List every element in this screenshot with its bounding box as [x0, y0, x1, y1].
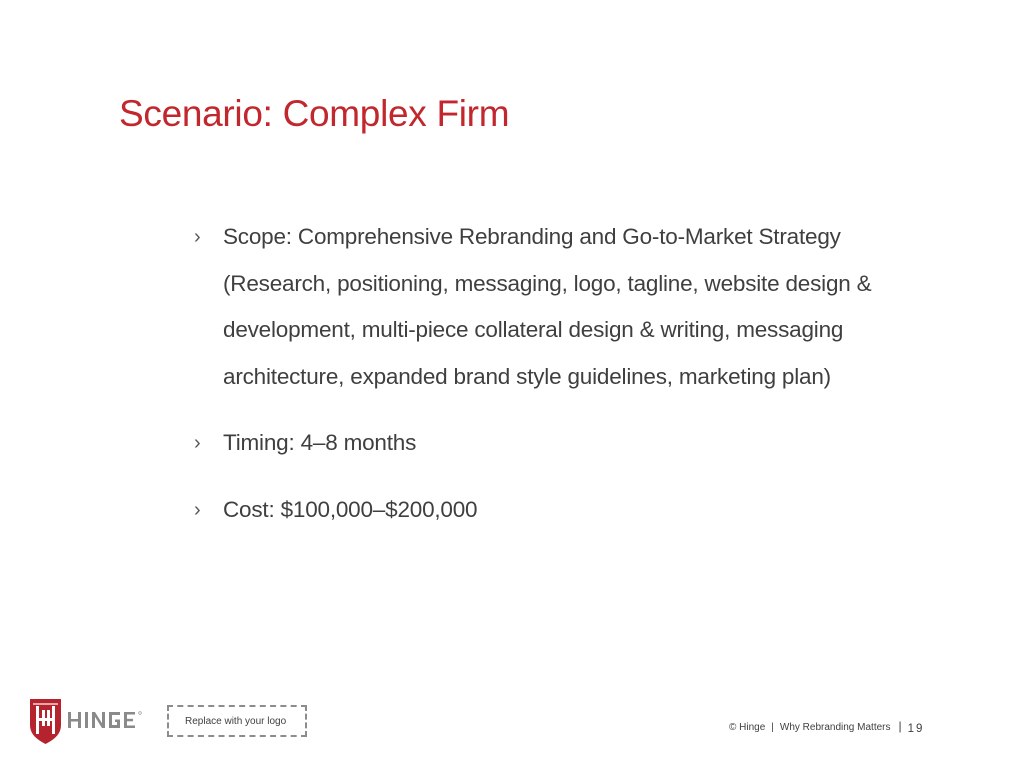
bullet-scope-text: Scope: Comprehensive Rebranding and Go-to-Market Strategy: [223, 224, 841, 249]
bullet-chevron-icon: ›: [194, 226, 201, 248]
bullet-scope: [194, 214, 974, 400]
logo-placeholder: [167, 705, 307, 737]
footer-deck-title: Why Rebranding Matters: [779, 722, 891, 733]
bullet-timing: [194, 420, 974, 467]
footer-separator: |: [898, 719, 902, 733]
hinge-shield-icon: [27, 695, 147, 745]
slide-title: Scenario: Complex Firm: [119, 93, 510, 134]
bullet-chevron-icon: ›: [194, 432, 201, 454]
footer-separator: |: [771, 722, 774, 733]
hinge-logo: [27, 695, 147, 745]
bullet-timing-text: Timing: 4–8 months: [223, 430, 417, 455]
logo-placeholder-text: Replace with your logo: [185, 715, 287, 727]
page-number: 19: [907, 723, 925, 735]
bullet-chevron-icon: ›: [194, 498, 201, 521]
footer-copyright: © Hinge: [729, 722, 766, 733]
bullet-cost-text: Cost: $100,000–$200,000: [223, 496, 478, 522]
bullet-scope-details: (Research, positioning, messaging, logo, tagline, website design & development, multi-piece collateral design & writing, messaging architecture, expanded brand style guidelines, marketing plan): [223, 270, 872, 389]
bullet-list: [194, 214, 974, 533]
bullet-cost: [194, 487, 974, 534]
footer-meta: [729, 719, 924, 733]
